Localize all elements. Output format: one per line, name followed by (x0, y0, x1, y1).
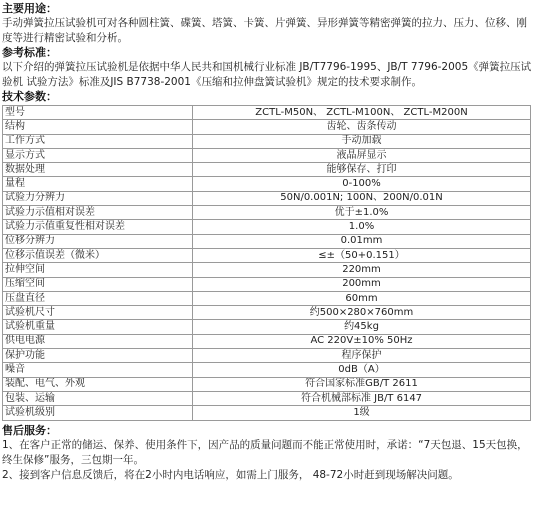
spec-label: 压盘直径 (3, 291, 193, 305)
spec-value: 能够保存、打印 (193, 163, 531, 177)
table-row (3, 234, 531, 248)
spec-label: 工作方式 (3, 134, 193, 148)
spec-value: 约500×280×760mm (193, 306, 531, 320)
spec-label: 量程 (3, 177, 193, 191)
spec-label: 压缩空间 (3, 277, 193, 291)
spec-label: 噪音 (3, 363, 193, 377)
main-use-text: 手动弹簧拉压试验机可对各种圆柱簧、碟簧、塔簧、卡簧、片弹簧、异形弹簧等精密弹簧的拉力、压力、位移、刚度等进行精密试验和分析。 (2, 17, 527, 44)
spec-value: 约45kg (193, 320, 531, 334)
spec-label: 保护功能 (3, 349, 193, 363)
spec-value: 0-100% (193, 177, 531, 191)
table-row (3, 277, 531, 291)
spec-label: 试验机重量 (3, 320, 193, 334)
table-row (3, 334, 531, 348)
table-row (3, 291, 531, 305)
table-row (3, 263, 531, 277)
main-use-heading: 主要用途： (2, 2, 57, 15)
spec-value: 0.01mm (193, 234, 531, 248)
table-row (3, 106, 531, 120)
spec-value: 手动加载 (193, 134, 531, 148)
spec-value: 50N/0.001N; 100N、200N/0.01N (193, 191, 531, 205)
spec-label: 试验力分辨力 (3, 191, 193, 205)
table-row (3, 349, 531, 363)
spec-value: 60mm (193, 291, 531, 305)
spec-label: 试验机尺寸 (3, 306, 193, 320)
spec-value: 符合国家标准GB/T 2611 (193, 377, 531, 391)
spec-label: 试验力示值相对误差 (3, 206, 193, 220)
spec-value: 符合机械部标准 JB/T 6147 (193, 391, 531, 405)
table-row (3, 391, 531, 405)
spec-label: 拉伸空间 (3, 263, 193, 277)
spec-value: ≤±（50+0.151） (193, 248, 531, 262)
table-row (3, 363, 531, 377)
spec-value: 程序保护 (193, 349, 531, 363)
spec-value: ZCTL-M50N、 ZCTL-M100N、 ZCTL-M200N (193, 106, 531, 120)
spec-label: 试验力示值重复性相对误差 (3, 220, 193, 234)
spec-label: 显示方式 (3, 148, 193, 162)
table-row (3, 134, 531, 148)
spec-value: 1级 (193, 406, 531, 420)
specs-table-body (3, 106, 531, 421)
table-row (3, 306, 531, 320)
spec-label: 试验机级别 (3, 406, 193, 420)
spec-value: 齿轮、齿条传动 (193, 120, 531, 134)
spec-label: 包装、运输 (3, 391, 193, 405)
reference-heading: 参考标准： (2, 46, 57, 59)
table-row (3, 320, 531, 334)
table-row (3, 248, 531, 262)
table-row (3, 148, 531, 162)
spec-value: 优于±1.0% (193, 206, 531, 220)
spec-label: 位移示值误差（微米） (3, 248, 193, 262)
table-row (3, 191, 531, 205)
spec-label: 位移分辨力 (3, 234, 193, 248)
table-row (3, 206, 531, 220)
spec-value: 0dB（A） (193, 363, 531, 377)
specs-heading: 技术参数： (2, 90, 57, 103)
spec-label: 数据处理 (3, 163, 193, 177)
table-row (3, 177, 531, 191)
reference-text: 以下介绍的弹簧拉压试验机是依据中华人民共和国机械行业标准 JB/T7796-1995、JB/T 7796-2005《弹簧拉压试验机 试验方法》标准及JIS B7738-2001《压缩和拉伸盘簧试验机》规定的技术要求制作。 (2, 61, 532, 88)
spec-label: 型号 (3, 106, 193, 120)
after-sales-heading: 售后服务： (2, 423, 57, 437)
table-row (3, 120, 531, 134)
after-sales-item: 1、在客户正常的储运、保养、使用条件下，因产品的质量问题而不能正常使用时，承诺：“7天包退、15天包换，终生保修”服务，三包期一年。 (2, 438, 528, 466)
after-sales-item: 2、接到客户信息反馈后，将在2小时内电话响应，如需上门服务， 48-72小时赶到现场解决问题。 (2, 468, 459, 481)
specs-table (2, 105, 531, 421)
spec-label: 结构 (3, 120, 193, 134)
table-row (3, 163, 531, 177)
table-row (3, 220, 531, 234)
spec-value: 1.0% (193, 220, 531, 234)
spec-label: 装配、电气、外观 (3, 377, 193, 391)
spec-value: 200mm (193, 277, 531, 291)
spec-value: 220mm (193, 263, 531, 277)
table-row (3, 377, 531, 391)
spec-value: AC 220V±10% 50Hz (193, 334, 531, 348)
spec-value: 液晶屏显示 (193, 148, 531, 162)
spec-label: 供电电源 (3, 334, 193, 348)
table-row (3, 406, 531, 420)
